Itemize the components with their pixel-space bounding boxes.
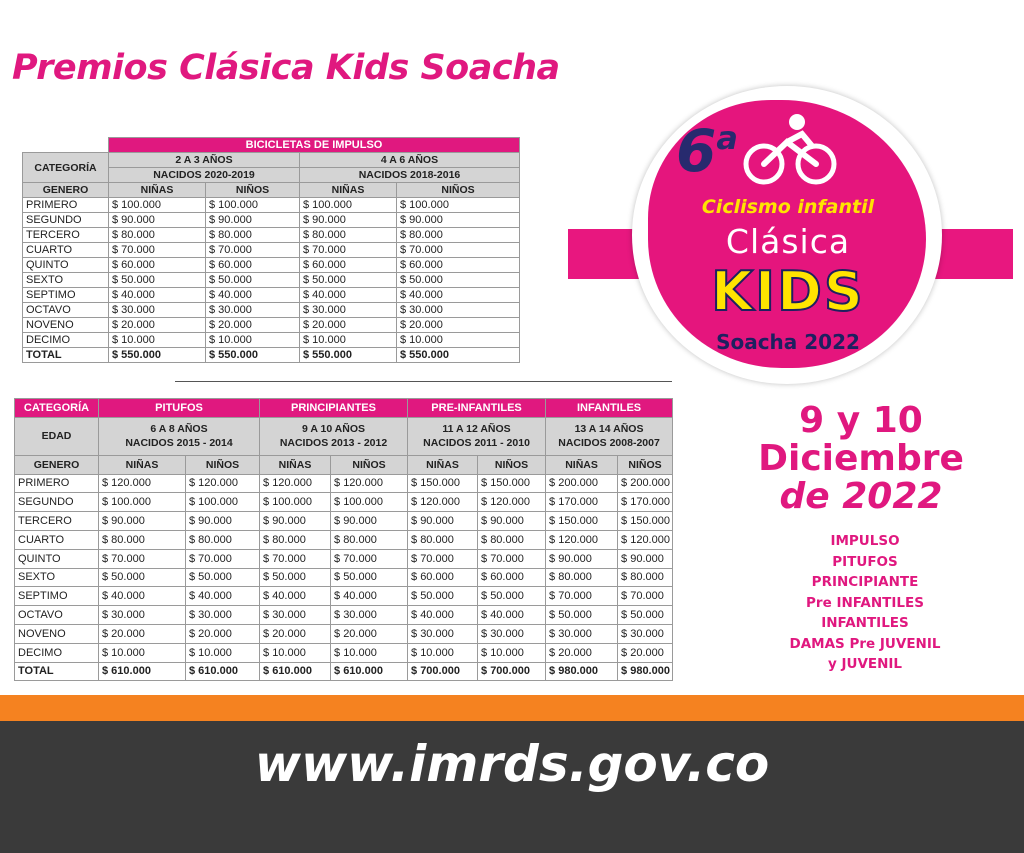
place-cell: TERCERO	[23, 228, 109, 243]
group-born: NACIDOS 2015 - 2014	[125, 437, 233, 450]
gender-header: NIÑOS	[478, 455, 546, 474]
prize-cell: $ 30.000	[206, 303, 300, 318]
prize-cell: $ 80.000	[618, 568, 673, 587]
table-row	[23, 318, 520, 333]
prize-cell: $ 90.000	[397, 213, 520, 228]
total-row	[15, 662, 673, 681]
place-cell: SEGUNDO	[15, 493, 99, 512]
edition-number: 6$^a$	[676, 117, 738, 185]
place-cell: NOVENO	[15, 624, 99, 643]
prize-cell: $ 30.000	[331, 606, 408, 625]
prize-cell: $ 30.000	[186, 606, 260, 625]
table-row	[15, 643, 673, 662]
prize-cell: $ 70.000	[206, 243, 300, 258]
place-cell: NOVENO	[23, 318, 109, 333]
impulso-banner: BICICLETAS DE IMPULSO	[109, 138, 520, 153]
prize-cell: $ 80.000	[260, 530, 331, 549]
prize-cell: $ 200.000	[618, 474, 673, 493]
total-cell: $ 980.000	[618, 662, 673, 681]
prize-cell: $ 20.000	[300, 318, 397, 333]
category-item: DAMAS Pre JUVENIL	[789, 635, 941, 652]
category-item: y JUVENIL	[827, 656, 903, 672]
age-group-header	[408, 417, 546, 455]
prize-cell: $ 120.000	[408, 493, 478, 512]
gender-header: NIÑOS	[397, 183, 520, 198]
prize-cell: $ 40.000	[186, 587, 260, 606]
prize-cell: $ 10.000	[300, 333, 397, 348]
prize-cell: $ 10.000	[478, 643, 546, 662]
cyclist-icon	[742, 112, 842, 190]
prize-cell: $ 170.000	[618, 493, 673, 512]
prize-cell: $ 80.000	[331, 530, 408, 549]
logo-kids: KIDS	[711, 260, 865, 323]
prize-cell: $ 100.000	[186, 493, 260, 512]
page-title: Premios Clásica Kids Soacha	[12, 48, 560, 88]
prize-cell: $ 70.000	[397, 243, 520, 258]
place-cell: SEPTIMO	[23, 288, 109, 303]
main-prize-table	[14, 398, 673, 681]
prize-cell: $ 40.000	[408, 606, 478, 625]
prize-cell: $ 150.000	[408, 474, 478, 493]
table-row	[23, 333, 520, 348]
prize-cell: $ 100.000	[109, 198, 206, 213]
prize-cell: $ 150.000	[478, 474, 546, 493]
total-cell: $ 700.000	[408, 662, 478, 681]
prize-cell: $ 60.000	[397, 258, 520, 273]
table-row	[15, 493, 673, 512]
prize-cell: $ 70.000	[109, 243, 206, 258]
prize-cell: $ 20.000	[109, 318, 206, 333]
prize-cell: $ 50.000	[99, 568, 186, 587]
place-cell: CUARTO	[15, 530, 99, 549]
prize-cell: $ 50.000	[260, 568, 331, 587]
prize-cell: $ 200.000	[546, 474, 618, 493]
prize-cell: $ 20.000	[186, 624, 260, 643]
prize-cell: $ 80.000	[478, 530, 546, 549]
genero-label: GENERO	[15, 455, 99, 474]
prize-cell: $ 50.000	[618, 606, 673, 625]
prize-cell: $ 40.000	[331, 587, 408, 606]
table-row	[23, 273, 520, 288]
gender-header: NIÑOS	[331, 455, 408, 474]
divider-line	[175, 381, 672, 382]
prize-cell: $ 90.000	[186, 512, 260, 531]
total-cell: $ 610.000	[260, 662, 331, 681]
prize-cell: $ 120.000	[186, 474, 260, 493]
total-cell: $ 610.000	[99, 662, 186, 681]
prize-cell: $ 170.000	[546, 493, 618, 512]
category-item: PITUFOS	[832, 553, 898, 570]
group-age: 11 A 12 AÑOS	[442, 423, 511, 436]
prize-cell: $ 80.000	[99, 530, 186, 549]
group-born: NACIDOS 2008-2007	[558, 437, 660, 450]
age-group-header	[99, 417, 260, 455]
table-row	[15, 530, 673, 549]
prize-cell: $ 30.000	[109, 303, 206, 318]
gender-header: NIÑAS	[300, 183, 397, 198]
prize-cell: $ 100.000	[331, 493, 408, 512]
gender-header: NIÑAS	[546, 455, 618, 474]
genero-label: GENERO	[23, 183, 109, 198]
prize-cell: $ 60.000	[206, 258, 300, 273]
prize-cell: $ 20.000	[546, 643, 618, 662]
place-cell: DECIMO	[23, 333, 109, 348]
logo-subtitle: Ciclismo infantil	[701, 196, 875, 218]
prize-cell: $ 90.000	[99, 512, 186, 531]
prize-cell: $ 120.000	[478, 493, 546, 512]
date-line: de 2022	[779, 476, 943, 517]
gender-header: NIÑAS	[99, 455, 186, 474]
place-cell: OCTAVO	[15, 606, 99, 625]
prize-cell: $ 120.000	[618, 530, 673, 549]
table-row	[15, 624, 673, 643]
orange-bar	[0, 695, 1024, 721]
group-born: NACIDOS 2011 - 2010	[423, 437, 530, 450]
logo-clasica: Clásica	[725, 222, 851, 261]
prize-cell: $ 30.000	[408, 624, 478, 643]
place-cell: SEXTO	[23, 273, 109, 288]
prize-cell: $ 50.000	[397, 273, 520, 288]
place-cell: PRIMERO	[23, 198, 109, 213]
table-row	[15, 474, 673, 493]
category-item: PRINCIPIANTE	[811, 574, 919, 590]
logo-city: Soacha 2022	[716, 330, 860, 354]
prize-cell: $ 40.000	[99, 587, 186, 606]
category-item: Pre INFANTILES	[806, 594, 924, 611]
table-row	[23, 288, 520, 303]
categoria-label: CATEGORÍA	[23, 153, 109, 183]
total-cell: $ 550.000	[300, 348, 397, 363]
gender-header: NIÑAS	[260, 455, 331, 474]
prize-cell: $ 60.000	[408, 568, 478, 587]
group-age: 9 A 10 AÑOS	[302, 423, 366, 436]
prize-cell: $ 50.000	[408, 587, 478, 606]
prize-cell: $ 10.000	[109, 333, 206, 348]
group-age: 2 A 3 AÑOS	[109, 153, 300, 168]
prize-cell: $ 100.000	[397, 198, 520, 213]
group-age: 13 A 14 AÑOS	[574, 423, 644, 436]
total-cell: $ 980.000	[546, 662, 618, 681]
table-row	[15, 549, 673, 568]
prize-cell: $ 10.000	[408, 643, 478, 662]
prize-cell: $ 50.000	[300, 273, 397, 288]
prize-cell: $ 30.000	[397, 303, 520, 318]
place-cell: SEPTIMO	[15, 587, 99, 606]
prize-cell: $ 40.000	[397, 288, 520, 303]
category-item: IMPULSO	[830, 533, 900, 549]
prize-cell: $ 20.000	[260, 624, 331, 643]
prize-cell: $ 100.000	[300, 198, 397, 213]
total-cell: $ 550.000	[397, 348, 520, 363]
prize-cell: $ 30.000	[300, 303, 397, 318]
date-line: Diciembre	[758, 438, 964, 479]
prize-cell: $ 50.000	[109, 273, 206, 288]
prize-cell: $ 90.000	[206, 213, 300, 228]
prize-cell: $ 80.000	[408, 530, 478, 549]
prize-cell: $ 50.000	[206, 273, 300, 288]
prize-cell: $ 90.000	[300, 213, 397, 228]
table-row	[23, 228, 520, 243]
category-header: INFANTILES	[546, 399, 673, 418]
age-group-header	[260, 417, 408, 455]
category-header: PITUFOS	[99, 399, 260, 418]
prize-cell: $ 50.000	[546, 606, 618, 625]
prize-cell: $ 30.000	[99, 606, 186, 625]
gender-header: NIÑOS	[186, 455, 260, 474]
gender-header: NIÑOS	[618, 455, 673, 474]
total-cell: $ 550.000	[109, 348, 206, 363]
prize-cell: $ 80.000	[397, 228, 520, 243]
group-age: 4 A 6 AÑOS	[300, 153, 520, 168]
prize-cell: $ 10.000	[206, 333, 300, 348]
total-cell: $ 610.000	[186, 662, 260, 681]
prize-cell: $ 30.000	[618, 624, 673, 643]
prize-cell: $ 30.000	[478, 624, 546, 643]
total-cell: $ 550.000	[206, 348, 300, 363]
prize-cell: $ 100.000	[99, 493, 186, 512]
prize-cell: $ 50.000	[478, 587, 546, 606]
prize-cell: $ 30.000	[260, 606, 331, 625]
prize-cell: $ 40.000	[206, 288, 300, 303]
table-row	[23, 243, 520, 258]
prize-cell: $ 40.000	[260, 587, 331, 606]
prize-cell: $ 40.000	[478, 606, 546, 625]
prize-cell: $ 70.000	[99, 549, 186, 568]
prize-cell: $ 90.000	[331, 512, 408, 531]
table-row	[15, 587, 673, 606]
impulso-prize-table	[22, 137, 520, 363]
table-row	[15, 606, 673, 625]
gender-header: NIÑAS	[109, 183, 206, 198]
total-cell: $ 610.000	[331, 662, 408, 681]
prize-cell: $ 40.000	[300, 288, 397, 303]
prize-cell: $ 20.000	[397, 318, 520, 333]
prize-cell: $ 50.000	[331, 568, 408, 587]
place-cell: CUARTO	[23, 243, 109, 258]
total-label: TOTAL	[23, 348, 109, 363]
group-age: 6 A 8 AÑOS	[150, 423, 208, 436]
prize-cell: $ 10.000	[99, 643, 186, 662]
prize-cell: $ 100.000	[260, 493, 331, 512]
prize-cell: $ 70.000	[331, 549, 408, 568]
place-cell: DECIMO	[15, 643, 99, 662]
prize-cell: $ 120.000	[99, 474, 186, 493]
prize-cell: $ 70.000	[546, 587, 618, 606]
edad-label: EDAD	[15, 417, 99, 455]
prize-cell: $ 90.000	[260, 512, 331, 531]
categories-list	[760, 531, 970, 675]
prize-cell: $ 10.000	[186, 643, 260, 662]
category-header: PRINCIPIANTES	[260, 399, 408, 418]
prize-cell: $ 80.000	[546, 568, 618, 587]
place-cell: OCTAVO	[23, 303, 109, 318]
prize-cell: $ 80.000	[206, 228, 300, 243]
prize-cell: $ 80.000	[300, 228, 397, 243]
gender-header: NIÑOS	[206, 183, 300, 198]
place-cell: QUINTO	[23, 258, 109, 273]
place-cell: TERCERO	[15, 512, 99, 531]
prize-cell: $ 120.000	[260, 474, 331, 493]
table-row	[15, 568, 673, 587]
prize-cell: $ 80.000	[109, 228, 206, 243]
prize-cell: $ 70.000	[478, 549, 546, 568]
prize-cell: $ 70.000	[408, 549, 478, 568]
table-row	[23, 258, 520, 273]
gender-header: NIÑAS	[408, 455, 478, 474]
group-born: NACIDOS 2013 - 2012	[279, 437, 388, 450]
prize-cell: $ 20.000	[331, 624, 408, 643]
prize-cell: $ 20.000	[99, 624, 186, 643]
category-header: PRE-INFANTILES	[408, 399, 546, 418]
prize-cell: $ 70.000	[618, 587, 673, 606]
prize-cell: $ 120.000	[546, 530, 618, 549]
table-row	[23, 198, 520, 213]
event-dates	[736, 402, 986, 516]
prize-cell: $ 70.000	[260, 549, 331, 568]
prize-cell: $ 30.000	[546, 624, 618, 643]
prize-cell: $ 50.000	[186, 568, 260, 587]
place-cell: QUINTO	[15, 549, 99, 568]
categoria-label: CATEGORÍA	[15, 399, 99, 418]
place-cell: SEGUNDO	[23, 213, 109, 228]
prize-cell: $ 70.000	[300, 243, 397, 258]
total-row	[23, 348, 520, 363]
total-cell: $ 700.000	[478, 662, 546, 681]
prize-cell: $ 80.000	[186, 530, 260, 549]
age-group-header	[546, 417, 673, 455]
place-cell: PRIMERO	[15, 474, 99, 493]
prize-cell: $ 90.000	[618, 549, 673, 568]
prize-cell: $ 10.000	[331, 643, 408, 662]
prize-cell: $ 150.000	[546, 512, 618, 531]
prize-cell: $ 90.000	[109, 213, 206, 228]
category-item: INFANTILES	[821, 615, 909, 631]
group-born: NACIDOS 2020-2019	[109, 168, 300, 183]
prize-cell: $ 60.000	[300, 258, 397, 273]
table-row	[23, 303, 520, 318]
prize-cell: $ 90.000	[478, 512, 546, 531]
prize-cell: $ 10.000	[397, 333, 520, 348]
prize-cell: $ 100.000	[206, 198, 300, 213]
prize-cell: $ 70.000	[186, 549, 260, 568]
website-url[interactable]: www.imrds.gov.co	[254, 735, 770, 793]
table-row	[15, 512, 673, 531]
prize-cell: $ 40.000	[109, 288, 206, 303]
prize-cell: $ 60.000	[478, 568, 546, 587]
prize-cell: $ 90.000	[408, 512, 478, 531]
table-row	[23, 213, 520, 228]
prize-cell: $ 20.000	[206, 318, 300, 333]
place-cell: SEXTO	[15, 568, 99, 587]
prize-cell: $ 90.000	[546, 549, 618, 568]
prize-cell: $ 150.000	[618, 512, 673, 531]
prize-cell: $ 60.000	[109, 258, 206, 273]
total-label: TOTAL	[15, 662, 99, 681]
date-line: 9 y 10	[799, 400, 923, 441]
group-born: NACIDOS 2018-2016	[300, 168, 520, 183]
prize-cell: $ 20.000	[618, 643, 673, 662]
prize-cell: $ 10.000	[260, 643, 331, 662]
prize-cell: $ 120.000	[331, 474, 408, 493]
